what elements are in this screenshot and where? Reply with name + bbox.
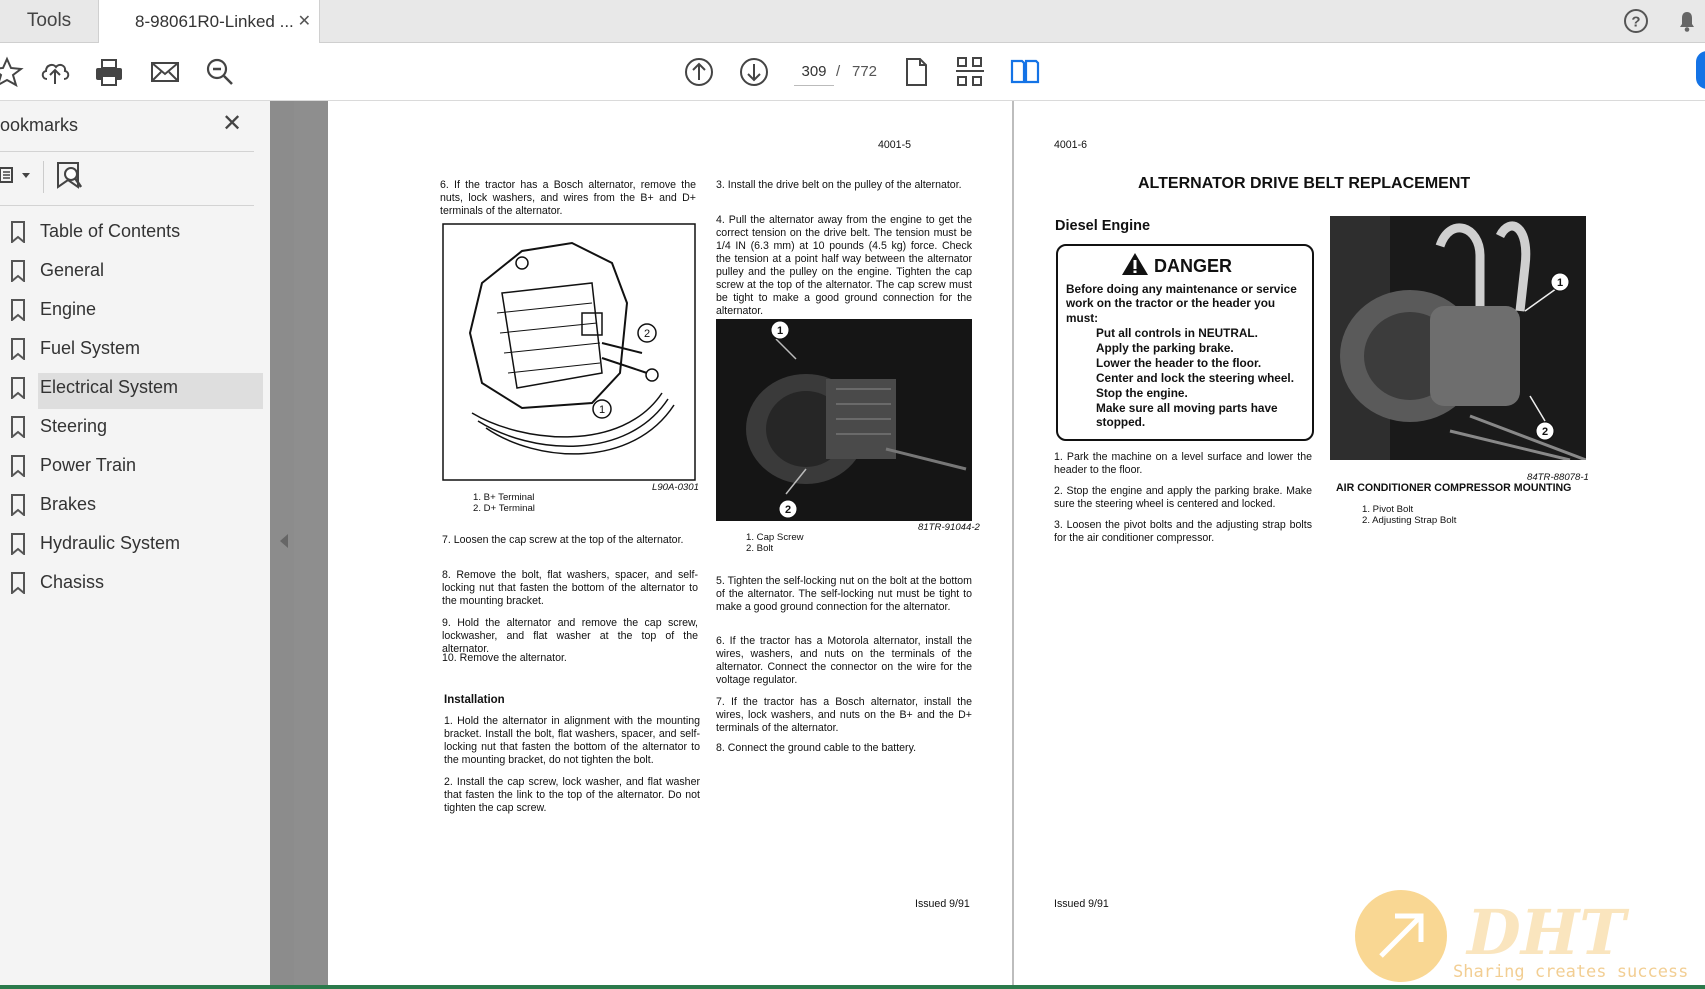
bookmarks-panel: [0, 101, 271, 989]
step-10-remove: 10. Remove the alternator.: [442, 652, 567, 664]
page-separator: /: [836, 63, 841, 80]
divider: [43, 161, 44, 193]
add-bookmark-icon[interactable]: [56, 161, 84, 193]
callout-2: 2: [643, 328, 651, 340]
legend-adjusting-strap-bolt: 2. Adjusting Strap Bolt: [1362, 515, 1457, 526]
legend-d-terminal: 2. D+ Terminal: [473, 503, 535, 514]
bookmark-icon: [10, 494, 26, 516]
issued-date-left: Issued 9/91: [915, 898, 970, 910]
step-2-stop-engine: 2. Stop the engine and apply the parking brake. Make sure the steering wheel is centered and locked.: [1054, 485, 1312, 510]
bell-icon[interactable]: [1673, 7, 1701, 35]
close-icon[interactable]: ✕: [297, 13, 311, 30]
scroll-mode-icon[interactable]: [953, 55, 987, 89]
toolbar: [0, 43, 1705, 101]
alternator-terminals-drawing: [442, 223, 696, 481]
bookmark-label: Brakes: [40, 494, 97, 514]
bookmark-icon: [10, 299, 26, 321]
figure-caption: AIR CONDITIONER COMPRESSOR MOUNTING: [1336, 482, 1572, 494]
star-icon[interactable]: [0, 55, 24, 89]
single-page-view-icon[interactable]: [899, 55, 933, 89]
svg-text:?: ?: [1631, 13, 1641, 31]
callout-1: 1: [1556, 277, 1564, 289]
step-3-install-belt: 3. Install the drive belt on the pulley of the alternator.: [716, 179, 962, 191]
step-7-loosen: 7. Loosen the cap screw at the top of the alternator.: [442, 534, 684, 546]
legend-bolt: 2. Bolt: [746, 543, 774, 554]
bookmark-icon: [10, 221, 26, 243]
install-step-2: 2. Install the cap screw, lock washer, and flat washer that fasten the link to the top of the alternator. Do not tighten the cap screw.: [444, 776, 700, 814]
page-number-input[interactable]: 309: [794, 59, 834, 86]
tab-document-label: 8-98061R0-Linked ...: [135, 11, 294, 31]
bookmark-general[interactable]: [0, 252, 263, 288]
bookmark-icon: [10, 416, 26, 438]
watermark: [1355, 890, 1695, 989]
page-divider: [1012, 101, 1014, 989]
bookmark-options-icon[interactable]: [0, 163, 32, 187]
bookmark-engine[interactable]: [0, 291, 263, 327]
bookmark-label: Table of Contents: [40, 221, 181, 241]
bookmark-label: Chasiss: [40, 572, 105, 592]
status-strip: [0, 985, 1705, 989]
callout-1: 1: [598, 404, 606, 416]
bookmark-label: General: [40, 260, 105, 280]
bookmark-table-of-contents[interactable]: [0, 213, 263, 249]
step-6-motorola: 6. If the tractor has a Motorola alternator, install the wires, washers, and nuts on the terminals of the alternator. Connect the connector on the wire for the voltage regulator.: [716, 635, 972, 686]
danger-line: Put all controls in NEUTRAL.: [1096, 326, 1258, 340]
danger-line: Lower the header to the floor.: [1096, 356, 1262, 370]
page-number-left: 4001-5: [878, 139, 911, 151]
bookmark-label: Electrical System: [40, 377, 179, 397]
watermark-logo-text: DHT: [1467, 896, 1626, 969]
bookmark-label: Engine: [40, 299, 97, 319]
step-4-tension: 4. Pull the alternator away from the engine to get the correct tension on the drive belt. The tension must be 1/4 IN (6.3 mm) at 10 pounds (4.5 kg) force. Check the tension at a point half way between the alternator pulley and the pulley on the engine. Tighten the cap screw at the top of the alternator. The cap screw must be tight to make a good ground connection for the alternator.: [716, 214, 972, 317]
danger-line: Make sure all moving parts have stopped.: [1096, 401, 1278, 429]
mail-icon[interactable]: [148, 55, 182, 89]
tab-tools[interactable]: Tools: [26, 10, 72, 31]
cloud-upload-icon[interactable]: [38, 55, 72, 89]
danger-line: Apply the parking brake.: [1096, 341, 1234, 355]
legend-b-terminal: 1. B+ Terminal: [473, 492, 535, 503]
account-avatar[interactable]: [1696, 51, 1705, 89]
tab-bar: [0, 0, 1705, 43]
bookmark-label: Power Train: [40, 455, 137, 475]
alternator-photo: [716, 319, 972, 521]
bookmark-label: Hydraulic System: [40, 533, 181, 553]
figure-code: 84TR-88078-1: [1527, 472, 1589, 483]
step-3-loosen-bolts: 3. Loosen the pivot bolts and the adjusting strap bolts for the air conditioner compressor.: [1054, 519, 1312, 544]
figure-code: L90A-0301: [652, 482, 699, 493]
bookmark-power-train[interactable]: [0, 447, 263, 483]
divider: [0, 205, 254, 206]
legend-pivot-bolt: 1. Pivot Bolt: [1362, 504, 1414, 515]
figure-code: 81TR-91044-2: [918, 522, 980, 533]
callout-1: 1: [776, 325, 784, 337]
bookmark-icon: [10, 455, 26, 477]
danger-label: DANGER: [1154, 256, 1233, 276]
bookmark-icon: [10, 533, 26, 555]
danger-intro: Before doing any maintenance or service work on the tractor or the header you must:: [1066, 282, 1297, 325]
bookmark-icon: [10, 260, 26, 282]
step-1-park: 1. Park the machine on a level surface and lower the header to the floor.: [1054, 451, 1312, 476]
bookmark-steering[interactable]: [0, 408, 263, 444]
divider: [0, 151, 254, 152]
close-panel-icon[interactable]: ✕: [222, 110, 243, 137]
bookmark-label: Steering: [40, 416, 108, 436]
compressor-photo: [1330, 216, 1586, 460]
two-page-view-icon[interactable]: [1008, 55, 1042, 89]
step-8-ground: 8. Connect the ground cable to the battery.: [716, 742, 917, 754]
bookmark-icon: [10, 377, 26, 399]
step-7-bosch: 7. If the tractor has a Bosch alternator, install the wires, lock washers, and nuts on the B+ and the D+ terminals of the alternator.: [716, 696, 972, 734]
bookmark-fuel-system[interactable]: [0, 330, 263, 366]
document-view[interactable]: [270, 101, 1705, 989]
print-icon[interactable]: [92, 55, 126, 89]
bookmark-chasiss[interactable]: [0, 564, 263, 600]
next-page-icon[interactable]: [737, 55, 771, 89]
legend-cap-screw: 1. Cap Screw: [746, 532, 804, 543]
help-icon[interactable]: [1622, 7, 1650, 35]
callout-2: 2: [784, 504, 792, 516]
collapse-panel-icon[interactable]: [280, 534, 288, 548]
section-subtitle: Diesel Engine: [1055, 218, 1151, 234]
step-8-remove-bolt: 8. Remove the bolt, flat washers, spacer, and self-locking nut that fasten the bottom of the alternator to the mounting bracket.: [442, 569, 698, 607]
page-number-right: 4001-6: [1054, 139, 1087, 151]
bookmark-brakes[interactable]: [0, 486, 263, 522]
watermark-arrow-logo: [1355, 890, 1447, 982]
installation-heading: Installation: [444, 694, 505, 706]
bookmark-hydraulic-system[interactable]: [0, 525, 263, 561]
bookmark-label: Fuel System: [40, 338, 141, 358]
page-total: 772: [852, 63, 878, 80]
tab-document[interactable]: [98, 0, 320, 43]
step-5-tighten: 5. Tighten the self-locking nut on the bolt at the bottom of the alternator. The self-locking nut must be tight to make a good ground connection for the alternator.: [716, 575, 972, 613]
watermark-tagline: Sharing creates success: [1453, 962, 1689, 982]
bookmark-electrical-system[interactable]: [0, 369, 263, 405]
callout-2: 2: [1541, 426, 1549, 438]
issued-date-right: Issued 9/91: [1054, 898, 1109, 910]
danger-line: Center and lock the steering wheel.: [1096, 371, 1294, 385]
step-6-remove: 6. If the tractor has a Bosch alternator, remove the nuts, lock washers, and wires from the B+ and D+ terminals of the alternator.: [440, 179, 696, 217]
danger-line: Stop the engine.: [1096, 386, 1188, 400]
section-title: ALTERNATOR DRIVE BELT REPLACEMENT: [1138, 175, 1471, 192]
bookmarks-title: ookmarks: [0, 115, 79, 135]
arrow-icon: [1355, 890, 1447, 982]
previous-page-icon[interactable]: [682, 55, 716, 89]
page-spread: [328, 101, 1705, 989]
install-step-1: 1. Hold the alternator in alignment with the mounting bracket. Install the bolt, flat washers, spacer, and self-locking nut that fasten the bottom of the alternator to the mounting bracket, do not tighten the bolt.: [444, 715, 700, 766]
zoom-out-icon[interactable]: [203, 55, 237, 89]
danger-warning-box: [1056, 244, 1314, 441]
bookmark-icon: [10, 338, 26, 360]
step-9-hold: 9. Hold the alternator and remove the cap screw, lockwasher, and flat washer at the top of the alternator.: [442, 617, 698, 655]
bookmark-icon: [10, 572, 26, 594]
warning-triangle-icon: [1121, 252, 1149, 276]
